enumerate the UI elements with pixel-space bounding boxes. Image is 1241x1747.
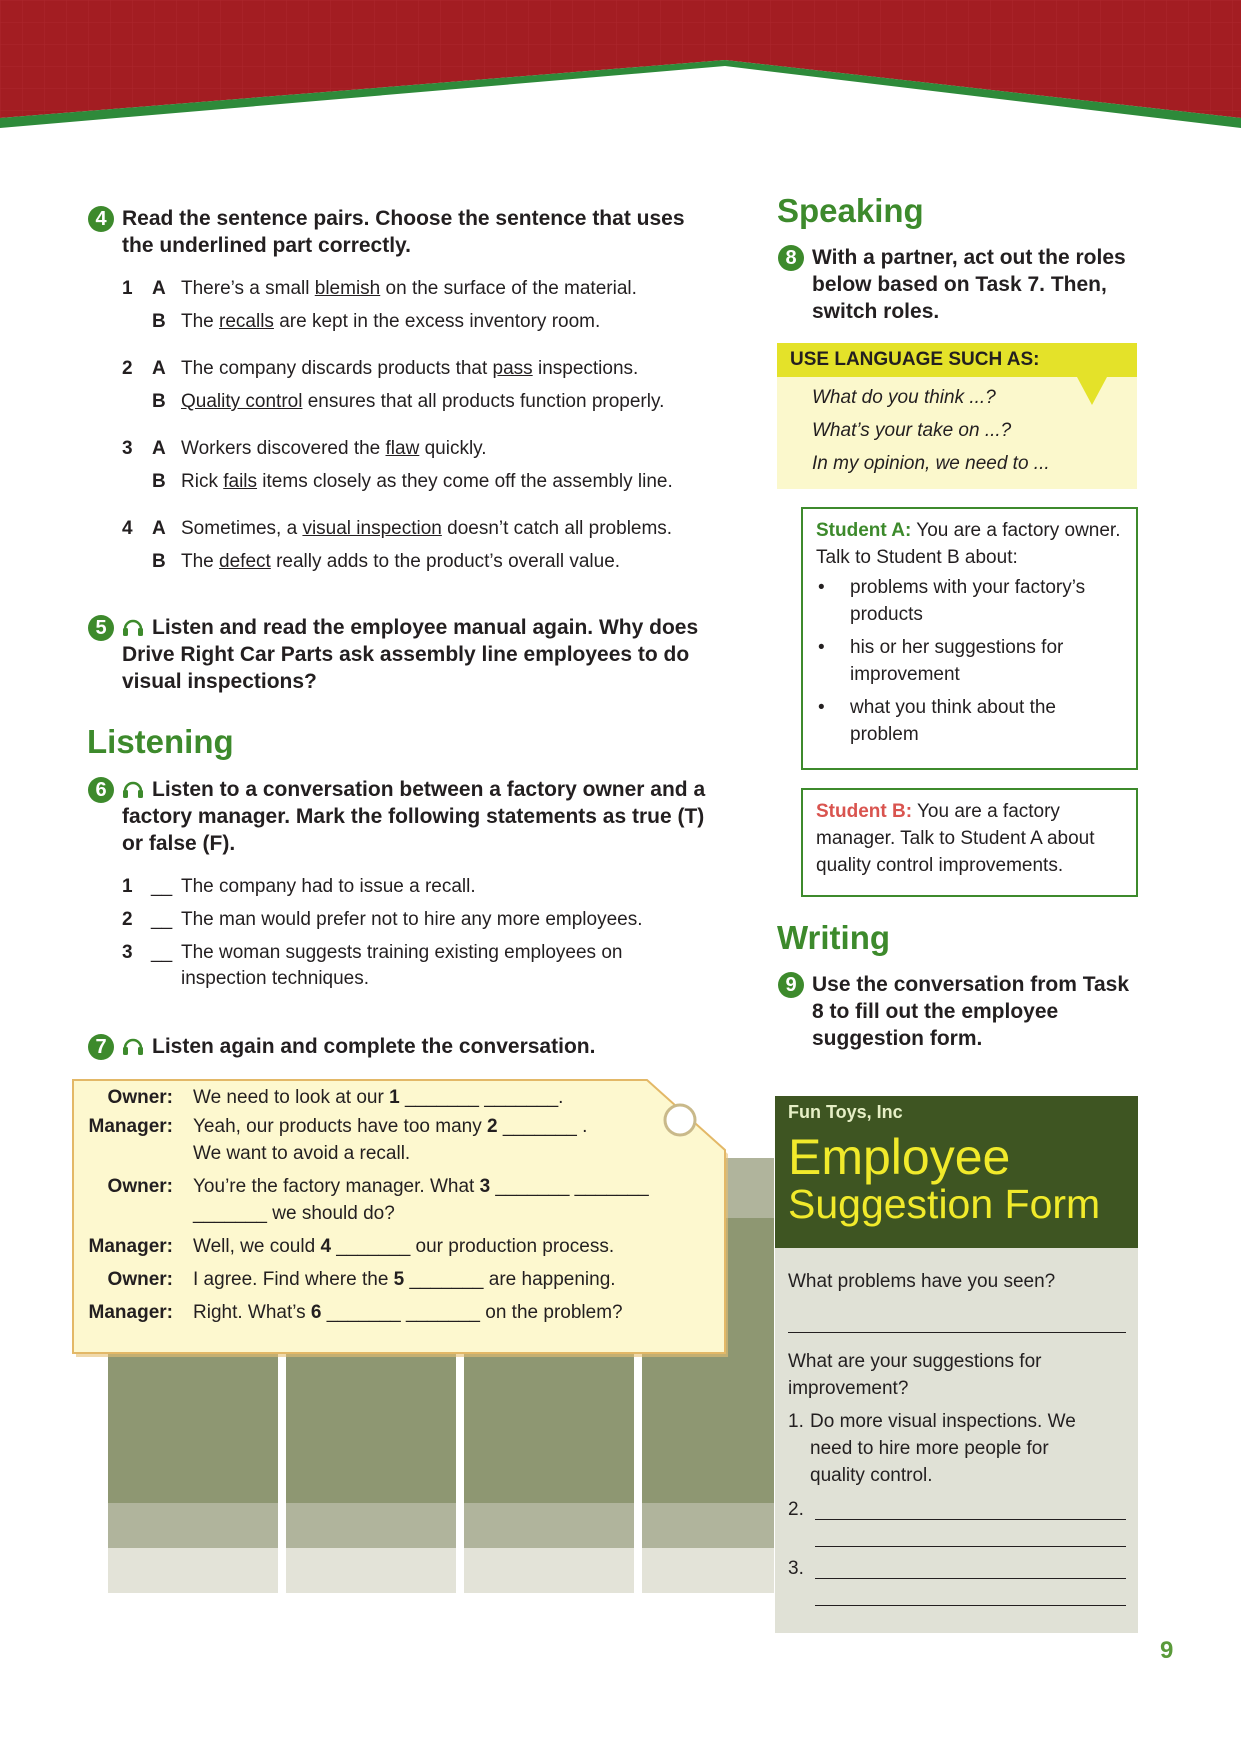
list-item: 2 __ The man would prefer not to hire any more employees. [122, 907, 742, 937]
list-item: 3 __ The woman suggests training existing employees on inspection techniques. [122, 942, 623, 989]
task-number-badge: 4 [88, 206, 114, 232]
blank-number: 5 [393, 1269, 405, 1290]
conversation-line: We want to avoid a recall. [193, 1143, 411, 1164]
listening-heading: Listening [87, 723, 234, 760]
underlined-term: flaw [385, 438, 420, 459]
task-8-instruction: With a partner, act out the roles below based on Task 7. Then, switch roles. [812, 246, 1126, 323]
student-b-text: You are a factory manager. Talk to Student A about quality control improvements. [816, 801, 1095, 876]
task-6 [88, 776, 718, 857]
fill-in-blank[interactable]: _______ _______ on the problem? [321, 1302, 623, 1323]
conversation-line: Owner: I agree. Find where the 5 _______ are happening. [73, 1266, 713, 1293]
answer-blank[interactable]: __ [151, 876, 173, 897]
sentence-option[interactable]: B The defect really adds to the product’s overall value. [152, 551, 621, 572]
fill-in-blank[interactable]: _______ our production process. [331, 1236, 615, 1257]
task-5-instruction: Listen and read the employee manual again. Why does Drive Right Car Parts ask assembly line employees to do visual inspections? [122, 616, 699, 693]
conversation-line: _______ we should do? [193, 1203, 395, 1224]
student-a-text: You are a factory owner. Talk to Student B about: [816, 520, 1121, 568]
language-item: What do you think ...? [812, 387, 996, 408]
page-number: 9 [1160, 1637, 1174, 1664]
conversation [73, 1080, 723, 1350]
sentence-option[interactable]: B Rick fails items closely as they come off the assembly line. [152, 471, 673, 492]
headphones-icon[interactable] [122, 617, 144, 637]
blank-number: 6 [310, 1302, 322, 1323]
blank-number: 1 [389, 1087, 400, 1108]
form-subtitle: Suggestion Form [788, 1181, 1101, 1227]
blank-number: 3 [479, 1176, 491, 1197]
answer-line[interactable] [815, 1578, 1126, 1579]
speaker-label: Owner: [107, 1269, 173, 1290]
task-6-instruction: Listen to a conversation between a factory owner and a factory manager. Mark the following statements as true (T) or false (F). [122, 778, 706, 855]
list-item: • his or her suggestions for improvement [818, 637, 1064, 685]
fill-in-blank[interactable]: _______ . [497, 1116, 588, 1137]
task-7 [88, 1033, 718, 1060]
underlined-term: blemish [314, 278, 381, 299]
answer-line[interactable] [815, 1546, 1126, 1547]
language-item: What’s your take on ...? [812, 420, 1012, 441]
task-5 [88, 614, 718, 695]
speaker-label: Manager: [88, 1236, 173, 1257]
employee-suggestion-form [775, 1096, 1138, 1633]
answer-blank[interactable]: __ [151, 942, 173, 963]
form-question: What are your suggestions for improvement? [788, 1351, 1042, 1399]
form-question: What problems have you seen? [788, 1271, 1056, 1292]
writing-heading: Writing [777, 919, 891, 956]
answer-line[interactable] [788, 1332, 1126, 1333]
form-body: What problems have you seen? What are your suggestions for improvement? 1. Do more visual inspections. We need to hire more people for quality control. 2. 3. [775, 1248, 1138, 1633]
answer-blank[interactable]: __ [151, 909, 173, 930]
task-number-badge: 5 [88, 615, 114, 641]
useful-language-heading: USE LANGUAGE SUCH AS: [777, 343, 1137, 377]
form-company: Fun Toys, Inc [788, 1102, 903, 1122]
list-item: • problems with your factory’s products [818, 577, 1086, 625]
fill-in-blank[interactable]: _______ are happening. [404, 1269, 616, 1290]
task-4-instruction: Read the sentence pairs. Choose the sentence that uses the underlined part correctly. [122, 207, 685, 257]
sentence-option[interactable]: 1 A There’s a small blemish on the surface of the material. [122, 278, 637, 299]
task-number-badge: 7 [88, 1034, 114, 1060]
top-banner [0, 0, 1241, 135]
conversation-line: Owner: We need to look at our 1 _______ _______. [73, 1084, 713, 1111]
underlined-term: Quality control [181, 391, 303, 412]
task-4 [88, 205, 718, 259]
task-number-badge: 8 [778, 245, 804, 271]
underlined-term: recalls [219, 311, 274, 332]
task-number-badge: 6 [88, 777, 114, 803]
student-a-card [801, 507, 1138, 770]
sentence-option[interactable]: B Quality control ensures that all products function properly. [152, 391, 665, 412]
task-7-instruction: Listen again and complete the conversation. [152, 1035, 596, 1058]
underlined-term: visual inspection [302, 518, 442, 539]
speaker-label: Owner: [107, 1087, 173, 1108]
conversation-line: Manager: Yeah, our products have too many 2 _______ . [73, 1113, 713, 1140]
headphones-icon[interactable] [122, 779, 144, 799]
task-9 [778, 971, 1138, 1052]
conversation-line: Manager: Well, we could 4 _______ our production process. [73, 1233, 713, 1260]
answer-line[interactable] [815, 1519, 1126, 1520]
task-number-badge: 9 [778, 972, 804, 998]
underlined-term: defect [219, 551, 271, 572]
task-9-instruction: Use the conversation from Task 8 to fill out the employee suggestion form. [812, 973, 1130, 1050]
student-a-label: Student A: [816, 520, 912, 541]
fill-in-blank[interactable]: _______ _______. [399, 1087, 564, 1108]
student-b-label: Student B: [816, 801, 913, 822]
blank-number: 2 [487, 1116, 498, 1137]
sentence-option[interactable]: 3 A Workers discovered the flaw quickly. [122, 438, 487, 459]
fill-in-blank[interactable]: _______ _______ [490, 1176, 649, 1197]
conversation-line: Manager: Right. What’s 6 _______ _______ on the problem? [73, 1299, 713, 1326]
underlined-term: fails [223, 471, 258, 492]
conversation-line: Owner: You’re the factory manager. What 3 _______ _______ [73, 1173, 713, 1200]
sentence-option[interactable]: B The recalls are kept in the excess inventory room. [152, 311, 601, 332]
sentence-option[interactable]: 4 A Sometimes, a visual inspection doesn’t catch all problems. [122, 518, 673, 539]
underlined-term: pass [492, 358, 533, 379]
sentence-option[interactable]: 2 A The company discards products that pass inspections. [122, 358, 639, 379]
form-answer: Do more visual inspections. We need to hire more people for quality control. [810, 1411, 1076, 1486]
true-false-list [122, 874, 742, 994]
student-b-card [801, 788, 1138, 897]
list-item: • what you think about the problem [818, 697, 1056, 745]
headphones-icon[interactable] [122, 1036, 144, 1056]
form-title: Employee [788, 1129, 1011, 1185]
answer-line[interactable] [815, 1605, 1126, 1606]
speaker-label: Manager: [88, 1116, 173, 1137]
list-item: 1 __ The company had to issue a recall. [122, 874, 742, 904]
speaker-label: Manager: [88, 1302, 173, 1323]
speech-pointer [1077, 377, 1107, 405]
useful-language-box [777, 343, 1137, 489]
language-item: In my opinion, we need to ... [812, 453, 1050, 474]
speaker-label: Owner: [107, 1176, 173, 1197]
blank-number: 4 [320, 1236, 332, 1257]
task-8 [778, 244, 1138, 325]
form-header [775, 1096, 1138, 1248]
speaking-heading: Speaking [777, 192, 924, 229]
